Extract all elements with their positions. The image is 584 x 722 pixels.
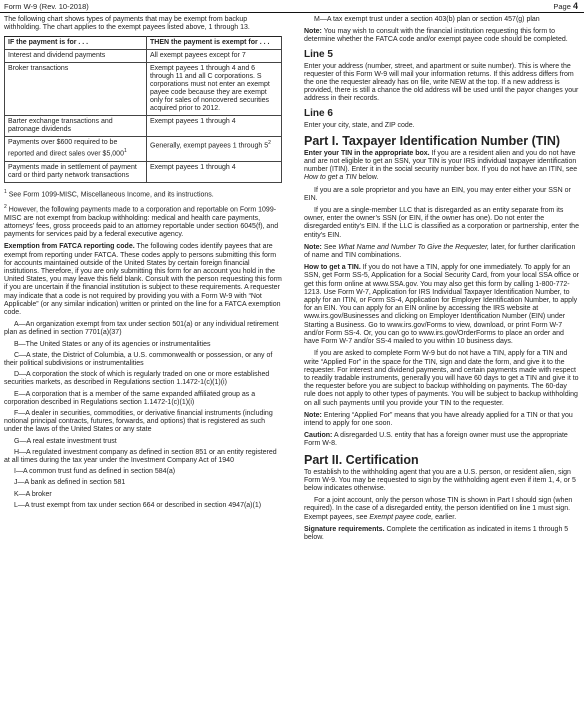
table-header-payment: IF the payment is for . . . [5,37,147,50]
list-item: F—A dealer in securities, commodities, or derivative financial instruments (including notional principal contracts, futures, forwards, and options) that is registered as such under the laws of the United States or any state [4,410,273,434]
table-row: Payments made in settlement of payment card or third party network transactions Exempt payees 1 through 4 [5,161,282,182]
list-item: G—A real estate investment trust [14,437,117,445]
chart-intro: The following chart shows types of payments that may be exempt from backup withholding. The chart applies to the exempt payees listed above, 1 through 13. [4,16,250,32]
list-item: J—A bank as defined in section 581 [14,479,126,487]
exempt-payments-table [4,36,282,182]
list-item: E—A corporation that is a member of the same expanded affiliated group as a corporation described in Regulations section 1.1472-1(c)(1)(i) [4,390,256,406]
list-item: B—The United States or any of its agencies or instrumentalities [14,340,211,348]
fatca-code-list [4,321,284,510]
certification-paragraph: To establish to the withholding agent that you are a U.S. person, or resident alien, sign Form W-9. You may be requested to sign by the withholding agent even if item 1, 4, or 5 below indicates otherwise. [304,468,576,492]
note-name-number: Note: See What Name and Number To Give the Requester, later, for further clarification of name and TIN combinations. [304,243,576,260]
list-item: D—A corporation the stock of which is regularly traded on one or more established securities markets, as described in Regulations section 1.1472-1(c)(1)(i) [4,371,270,387]
list-item: C—A state, the District of Columbia, a U.S. commonwealth or possession, or any of their political subdivisions or instrumentalities [4,351,273,368]
line6-heading: Line 6 [304,107,333,119]
table-header-row [5,37,282,50]
llc-paragraph: If you are a single-member LLC that is disregarded as an entity separate from its owner, enter the owner’s SSN (or EIN, if the owner has one). Do not enter the disregarded entity’s EIN. If the LLC is classified as a corporation or partnership, enter the entity’s EIN. [304,207,579,239]
signature-requirements-paragraph: Signature requirements. Complete the certification as indicated in items 1 through 5 below. [304,525,569,541]
left-column [4,16,284,513]
part2-heading: Part II. Certification [304,452,419,467]
caution-paragraph: Caution: A disregarded U.S. entity that has a foreign owner must use the appropriate Form W-8. [304,432,568,448]
list-item: H—A regulated investment company as defined in section 851 or an entity registered at all times during the tax year under the Investment Company Act of 1940 [4,448,277,465]
line5-body: Enter your address (number, street, and apartment or suite number). This is where the requester of this Form W-9 will mail your information returns. If this address differs from the one the requester already has on file, write NEW at the top. If a new address is provided, there is still a chance the old address will be used until the payor changes your address in their records. [304,62,579,103]
fatca-exemption-paragraph: Exemption from FATCA reporting code. The following codes identify payees that are exempt from reporting under FATCA. These codes apply to persons submitting this form for accounts maintained outside of the United States by certain foreign financial institutions. Therefore, if you are only submitting this form for an account you hold in the United States, you may leave this field blank. Consult with the person requesting this form if you are uncertain if the financial institution is subject to these requirements. A requester may indicate that a code is not required by providing you with a Form W-9 with “Not Applicable” (or any similar indication) written or printed on the line for a FATCA exemption code. [4,243,282,317]
tin-paragraph: Enter your TIN in the appropriate box. If you are a resident alien and you do not have and are not eligible to get an SSN, your TIN is your IRS individual taxpayer identification number (ITIN). Enter it in the social security number box. If you do not have an ITIN, see How to get a TIN below. [304,149,578,182]
footnote-1: $^1$ See Form 1099-MISC, Miscellaneous Income, and its instructions. [4,188,214,199]
footnote-2: $^2$ However, the following payments made to a corporation and reportable on Form 1099-MISC are not exempt from backup withholding: medical and health care payments, attorneys' fees, gross proceeds paid to an attorney reportable under section 6045(f), and payments for services paid by a federal executive agency. [4,204,279,239]
right-column [304,16,579,546]
part1-heading: Part I. Taxpayer Identification Number (TIN) [304,133,561,148]
joint-account-paragraph: For a joint account, only the person whose TIN is shown in Part I should sign (when required). In the case of a disregarded entity, the person identified on line 1 must sign. Exempt payees, see Exempt payee code, earlier. [304,497,573,521]
list-item: L—A trust exempt from tax under section 664 or described in section 4947(a)(1) [14,501,262,509]
header-rule [0,12,584,13]
table-row: Payments over $600 required to be reported and direct sales over $5,000$^1$ Generally, exempt payees 1 through $5^2$ [5,137,282,161]
form-id: Form W-9 (Rev. 10-2018) [4,2,89,11]
list-item: K—A broker [14,490,52,498]
note-applied-for: Note: Entering “Applied For” means that you have already applied for a TIN or that you intend to apply for one soon. [304,411,573,427]
table-header-exempt: THEN the payment is exempt for . . . [147,37,282,50]
table-row: Barter exchange transactions and patronage dividends Exempt payees 1 through 4 [5,116,282,137]
list-item: M—A tax exempt trust under a section 403(b) plan or section 457(g) plan [314,16,540,23]
list-item: I—A common trust fund as defined in section 584(a) [14,468,176,476]
table-row: Broker transactions Exempt payees 1 through 4 and 6 through 11 and all C corporations. S corporations must not enter an exempt payee code because they are exempt only for sales of noncovered securities acquired prior to 2012. [5,63,282,116]
sole-proprietor-paragraph: If you are a sole proprietor and you have an EIN, you may enter either your SSN or EIN. [304,186,571,202]
list-item: A—An organization exempt from tax under section 501(a) or any individual retirement plan as defined in section 7701(a)(37) [4,321,279,337]
table-row: Interest and dividend payments All exempt payees except for 7 [5,50,282,63]
line6-body: Enter your city, state, and ZIP code. [304,121,415,129]
applied-for-paragraph: If you are asked to complete Form W-9 but do not have a TIN, apply for a TIN and write “Applied For” in the space for the TIN, sign and date the form, and give it to the requester. For interest and dividend payments, and certain payments made with respect to readily tradable instruments, generally you will have 60 days to get a TIN and give it to the requester before you are subject to backup withholding on payments. The 60-day rule does not apply to other types of payments. You will be subject to backup withholding on all such payments until you provide your TIN to the requester. [304,350,579,407]
line5-heading: Line 5 [304,48,333,60]
how-to-get-tin-paragraph: How to get a TIN. If you do not have a TIN, apply for one immediately. To apply for an SSN, get Form SS-5, Application for a Social Security Card, from your local SSA office or get this form online at www.SSA.gov. You may also get this form by calling 1-800-772-1213. Use Form W-7, Application for IRS Individual Taxpayer Identification Number, to apply for an ITIN, or Form SS-4, Application for Employer Identification Number, to apply for an EIN. You can apply for an EIN online by accessing the IRS website at www.irs.gov/Businesses and clicking on Employer Identification Number (EIN) under Starting a Business. Go to www.irs.gov/Forms to view, download, or print Form W-7 and/or Form SS-4. Or, you can go to www.irs.gov/OrderForms to place an order and have Form W-7 and/or SS-4 mailed to you within 10 business days. [304,264,579,346]
page-number: Page 4 [553,1,578,11]
note-fatca: Note: You may wish to consult with the financial institution requesting this form to determine whether the FATCA code and/or exempt payee code should be completed. [304,28,568,44]
